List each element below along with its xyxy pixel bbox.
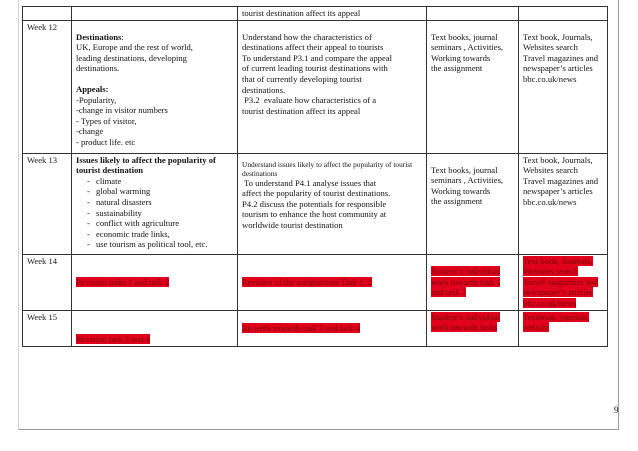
objective-line: that of currently developing tourist (242, 73, 362, 84)
content-cell (72, 153, 238, 254)
objective-line: tourist destination affect its appeal (242, 105, 361, 116)
list-item: - use tourism as political tool, etc. (96, 239, 234, 250)
content-heading: Issues likely to affect the popularity of tourist destination (76, 154, 216, 176)
objective-line: worldwide tourist destination (242, 219, 343, 230)
content-cell (72, 254, 238, 310)
resources-cell: Text book, Journals, Websites search Travel magazines and newspaper’s articles bbc.co.uk/news (519, 153, 608, 254)
content-cell: Destinations: UK, Europe and the rest of world, leading destinations, developing destinations. Appeals: -Popularity, -change in visitor numbers - Types of visitor, -change - product life. etc (72, 20, 238, 153)
content-heading: Destinations (76, 31, 122, 42)
continuation-text: tourist destination affect its appeal (242, 8, 361, 18)
appeals-line: -Popularity, (76, 94, 117, 105)
objective-line: affect the popularity of tourist destinations. (242, 188, 391, 199)
resources-cell: Text book, Journals, Websites search Travel magazines and newspaper’s articles bbc.co.uk/news (519, 254, 608, 310)
objective-line: To understand P3.1 and compare the appeal (242, 52, 392, 63)
appeals-heading: Appeals: (76, 83, 109, 94)
week-label: Week 13 (23, 153, 72, 254)
activities-cell: Student’s individual work towards tasks (427, 310, 519, 346)
content-line: leading destinations, developing (76, 52, 187, 63)
table-row-week-13 (23, 153, 608, 254)
page-number: 9 (614, 405, 619, 415)
objective-line: of current leading tourist destinations with (242, 63, 388, 74)
content-line: destinations. (76, 63, 120, 74)
week-label: Week 14 (23, 254, 72, 310)
objective-line: To understand P4.1 analyse issues that (242, 177, 377, 188)
list-item: - natural disasters (96, 197, 234, 208)
week-cell (23, 7, 72, 21)
schedule-table (22, 6, 608, 347)
list-item: - global warming (96, 186, 234, 197)
highlighted-text: Revision task 3 and 4 (76, 333, 150, 344)
list-item: - sustainability (96, 208, 234, 219)
objective-line: destinations affect their appeal to tourists (242, 42, 384, 53)
list-item: - climate (96, 176, 234, 187)
highlighted-text: Revision of the assignments Task 1, 2 (242, 276, 372, 287)
activities-cell: Text books, journal seminars , Activities, Working towards the assignment (427, 20, 519, 153)
appeals-line: - product life. etc (76, 136, 136, 147)
objective-small: Understand issues likely to affect the popularity of tourist destinations (242, 159, 413, 178)
objectives-cell (238, 254, 427, 310)
issues-list (76, 176, 234, 250)
resources-cell: Textbook, journals, website (519, 310, 608, 346)
objective-line: P3.2 evaluate how characteristics of a (242, 95, 377, 106)
objectives-cell (238, 20, 427, 153)
table-row-continuation (23, 7, 608, 21)
objective-line: P4.2 discuss the potentials for responsible (242, 198, 387, 209)
content-cell (72, 7, 238, 21)
resources-cell (519, 7, 608, 21)
objectives-cell (238, 7, 427, 21)
table-row-week-14 (23, 254, 608, 310)
objective-line: Understand how the characteristics of (242, 31, 372, 42)
activities-cell (427, 7, 519, 21)
list-item: - economic trade links, (96, 229, 234, 240)
week-label: Week 15 (23, 310, 72, 346)
content-line: UK, Europe and the rest of world, (76, 42, 193, 53)
content-cell (72, 310, 238, 346)
appeals-line: -change (76, 126, 104, 137)
appeals-line: - Types of visitor, (76, 115, 137, 126)
list-item: - conflict with agriculture (96, 218, 234, 229)
table-row-week-12 (23, 20, 608, 153)
appeals-line: -change in visitor numbers (76, 105, 168, 116)
objective-line: destinations. (242, 84, 286, 95)
objectives-cell (238, 310, 427, 346)
activities-cell: Text books, journal seminars , Activities, Working towards the assignment (427, 153, 519, 254)
objective-line: tourism to enhance the host community at (242, 209, 387, 220)
objectives-cell (238, 153, 427, 254)
highlighted-text: Revision tasks 1 and task 2 (76, 276, 170, 287)
highlighted-text: Re work towards task 3 and task 4 (242, 322, 361, 333)
table-row-week-15 (23, 310, 608, 346)
resources-cell: Text book, Journals, Websites search Travel magazines and newspaper’s articles bbc.co.uk/news (519, 20, 608, 153)
activities-cell: Student’s individual work towards task 1 and task 2 (427, 254, 519, 310)
week-label: Week 12 (23, 20, 72, 153)
